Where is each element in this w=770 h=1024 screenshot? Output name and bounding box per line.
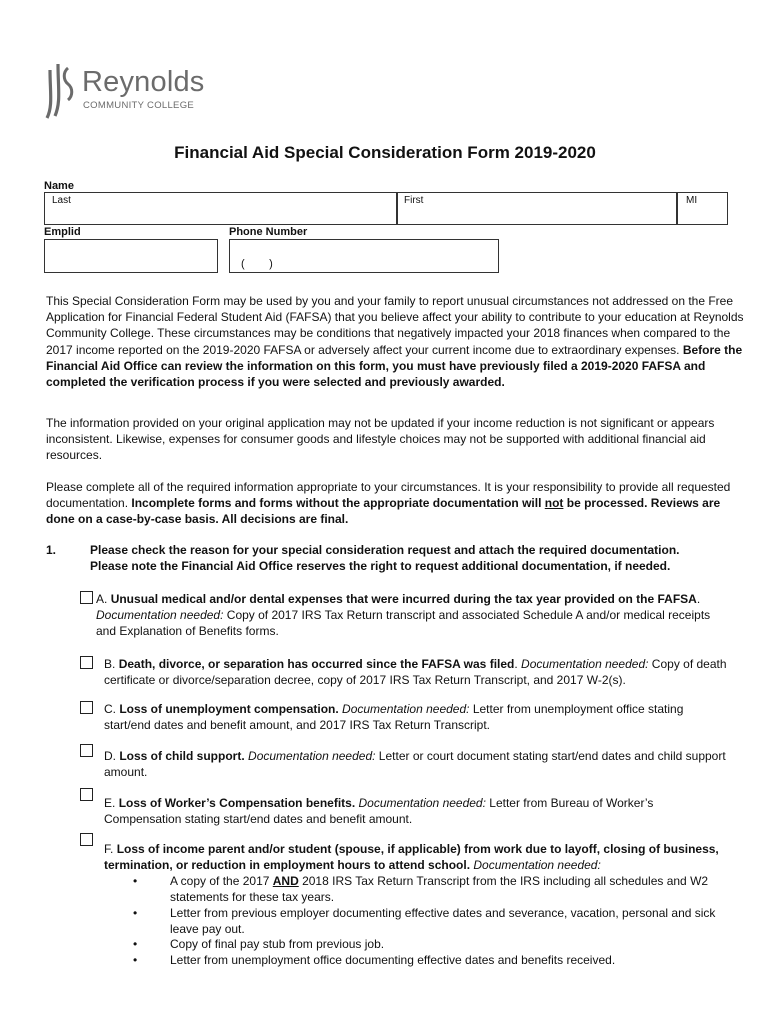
intro-paragraph-1 (46, 293, 746, 390)
bullet-text: A copy of the 2017 (170, 874, 273, 888)
option-title: Loss of child support. (119, 749, 245, 763)
checkbox-option-a[interactable] (80, 591, 93, 604)
name-label: Name (44, 180, 74, 192)
middle-initial-field[interactable] (676, 192, 728, 225)
bullet-item (170, 873, 730, 905)
question-text (90, 542, 740, 574)
instructions-bold-1: Incomplete forms and forms without the appropriate documentation will (131, 496, 545, 511)
option-f (104, 841, 724, 873)
option-doc-label: Documentation needed: (248, 749, 376, 763)
first-label: First (404, 195, 424, 206)
option-letter: D. (104, 749, 116, 763)
bullet-item: Copy of final pay stub from previous job. (170, 937, 385, 951)
bullet-item: Letter from previous employer documenting effective dates and severance, vacation, personal and sick leave pay out. (170, 906, 716, 937)
question-line-2: Please note the Financial Aid Office reserves the right to request additional documentation, if needed. (90, 559, 671, 574)
college-logo (44, 62, 244, 122)
phone-area-code: ( ) (241, 258, 273, 270)
logo-mark-icon (44, 62, 78, 120)
option-c (104, 701, 729, 733)
bullet-item: Letter from unemployment office documenting effective dates and benefits received. (170, 953, 616, 967)
last-label: Last (52, 195, 71, 206)
checkbox-option-e[interactable] (80, 788, 93, 801)
option-doc: Copy of 2017 IRS Tax Return transcript and associated Schedule A and/or medical receipts and Explanation of Benefits forms. (96, 608, 711, 639)
option-doc-label: Documentation needed: (473, 858, 601, 873)
intro-text: This Special Consideration Form may be used by you and your family to report unusual circumstances not addressed on the Free Application for Financial Federal Student Aid (FAFSA) that you believe affect your ability to contribute to your education at Reynolds Community College. These circumstances may be conditions that negatively impacted your 2018 finances when compared to the 2017 income reported on the 2019-2020 FAFSA or adversely affect your current income due to extraordinary expenses. (46, 294, 744, 357)
question-line-1: Please check the reason for your special consideration request and attach the required documentation. (90, 543, 680, 557)
emplid-label: Emplid (44, 226, 81, 238)
option-letter: F. (104, 842, 114, 856)
option-doc-label: Documentation needed: (96, 608, 224, 623)
intro-bold-notice: Before the Financial Aid Office can review the information on this form, you must have previously filed a 2019-2020 FAFSA and completed the verification process if you were selected and previously awarded. (46, 342, 743, 390)
option-letter: C. (104, 702, 116, 716)
logo-subtitle: COMMUNITY COLLEGE (83, 100, 195, 111)
option-title: Death, divorce, or separation has occurred since the FAFSA was filed (118, 657, 515, 671)
option-doc-label: Documentation needed: (521, 657, 649, 671)
option-a: A. Unusual medical and/or dental expenses that were incurred during the tax year provided on the FAFSA. Documentation needed: Copy of 2017 IRS Tax Return transcript and associated Schedule A and/or medical receipts and Explanation of Benefits forms. (96, 592, 711, 639)
question-number: 1. (46, 543, 57, 557)
first-name-field[interactable] (396, 192, 678, 225)
checkbox-option-c[interactable] (80, 701, 93, 714)
option-letter: B. (104, 657, 116, 671)
option-title: Loss of unemployment compensation. (119, 702, 339, 716)
last-name-field[interactable] (44, 192, 398, 225)
logo-name: Reynolds (82, 66, 205, 98)
instructions-text: Please complete all of the required information appropriate to your circumstances. It is your responsibility to provide all requested documentation. (46, 480, 731, 511)
checkbox-option-f[interactable] (80, 833, 93, 846)
option-title: Loss of Worker’s Compensation benefits. (118, 796, 356, 810)
bullet-text-post: 2018 IRS Tax Return Transcript from the IRS including all schedules and W2 statements for these tax years. (170, 874, 709, 905)
checkbox-option-b[interactable] (80, 656, 93, 669)
option-doc: Letter from unemployment office stating start/end dates and benefit amount, and 2017 IRS Tax Return Transcript. (104, 702, 684, 733)
bullet-icon: • (133, 953, 138, 967)
option-doc: Letter or court document stating start/end dates and child support amount. (104, 749, 726, 780)
option-doc: Copy of death certificate or divorce/separation decree, copy of 2017 IRS Tax Return Transcript, and 2017 W-2(s). (104, 657, 727, 688)
option-doc-label: Documentation needed: (342, 702, 470, 716)
bullet-icon: • (133, 874, 138, 888)
option-b: B. Death, divorce, or separation has occurred since the FAFSA was filed. Documentation needed: Copy of death certificate or divorce/separation decree, copy of 2017 IRS Tax Return Transcript, and 2017 W-2(s). (104, 657, 727, 688)
option-e (104, 795, 729, 827)
intro-paragraph-2: The information provided on your original application may not be updated if your income reduction is not significant or appears inconsistent. Likewise, expenses for consumer goods and lifestyle choices may not be supported with additional financial aid resources. (46, 416, 715, 463)
option-letter: E. (104, 796, 116, 810)
bullet-icon: • (133, 937, 138, 951)
option-d (104, 748, 729, 780)
option-title: Loss of income parent and/or student (spouse, if applicable) from work due to layoff, closing of business, termination, or reduction in employment hours to attend school. (104, 842, 719, 873)
instructions-bold-2: be processed. Reviews are done on a case-by-case basis. All decisions are final. (46, 496, 721, 527)
option-doc-label: Documentation needed: (358, 796, 486, 810)
page-title: Financial Aid Special Consideration Form 2019-2020 (174, 143, 596, 162)
bullet-underline: AND (272, 874, 299, 888)
bullet-icon: • (133, 906, 138, 920)
intro-paragraph-3 (46, 479, 746, 528)
option-letter: A. (96, 592, 108, 606)
option-title: Unusual medical and/or dental expenses that were incurred during the tax year provided on the FAFSA (110, 592, 697, 606)
emplid-field[interactable] (44, 239, 218, 273)
instructions-underline: not (544, 496, 564, 511)
option-doc: Letter from Bureau of Worker’s Compensation stating start/end dates and benefit amount. (104, 796, 654, 827)
phone-label: Phone Number (229, 226, 308, 238)
mi-label: MI (686, 195, 698, 206)
checkbox-option-d[interactable] (80, 744, 93, 757)
